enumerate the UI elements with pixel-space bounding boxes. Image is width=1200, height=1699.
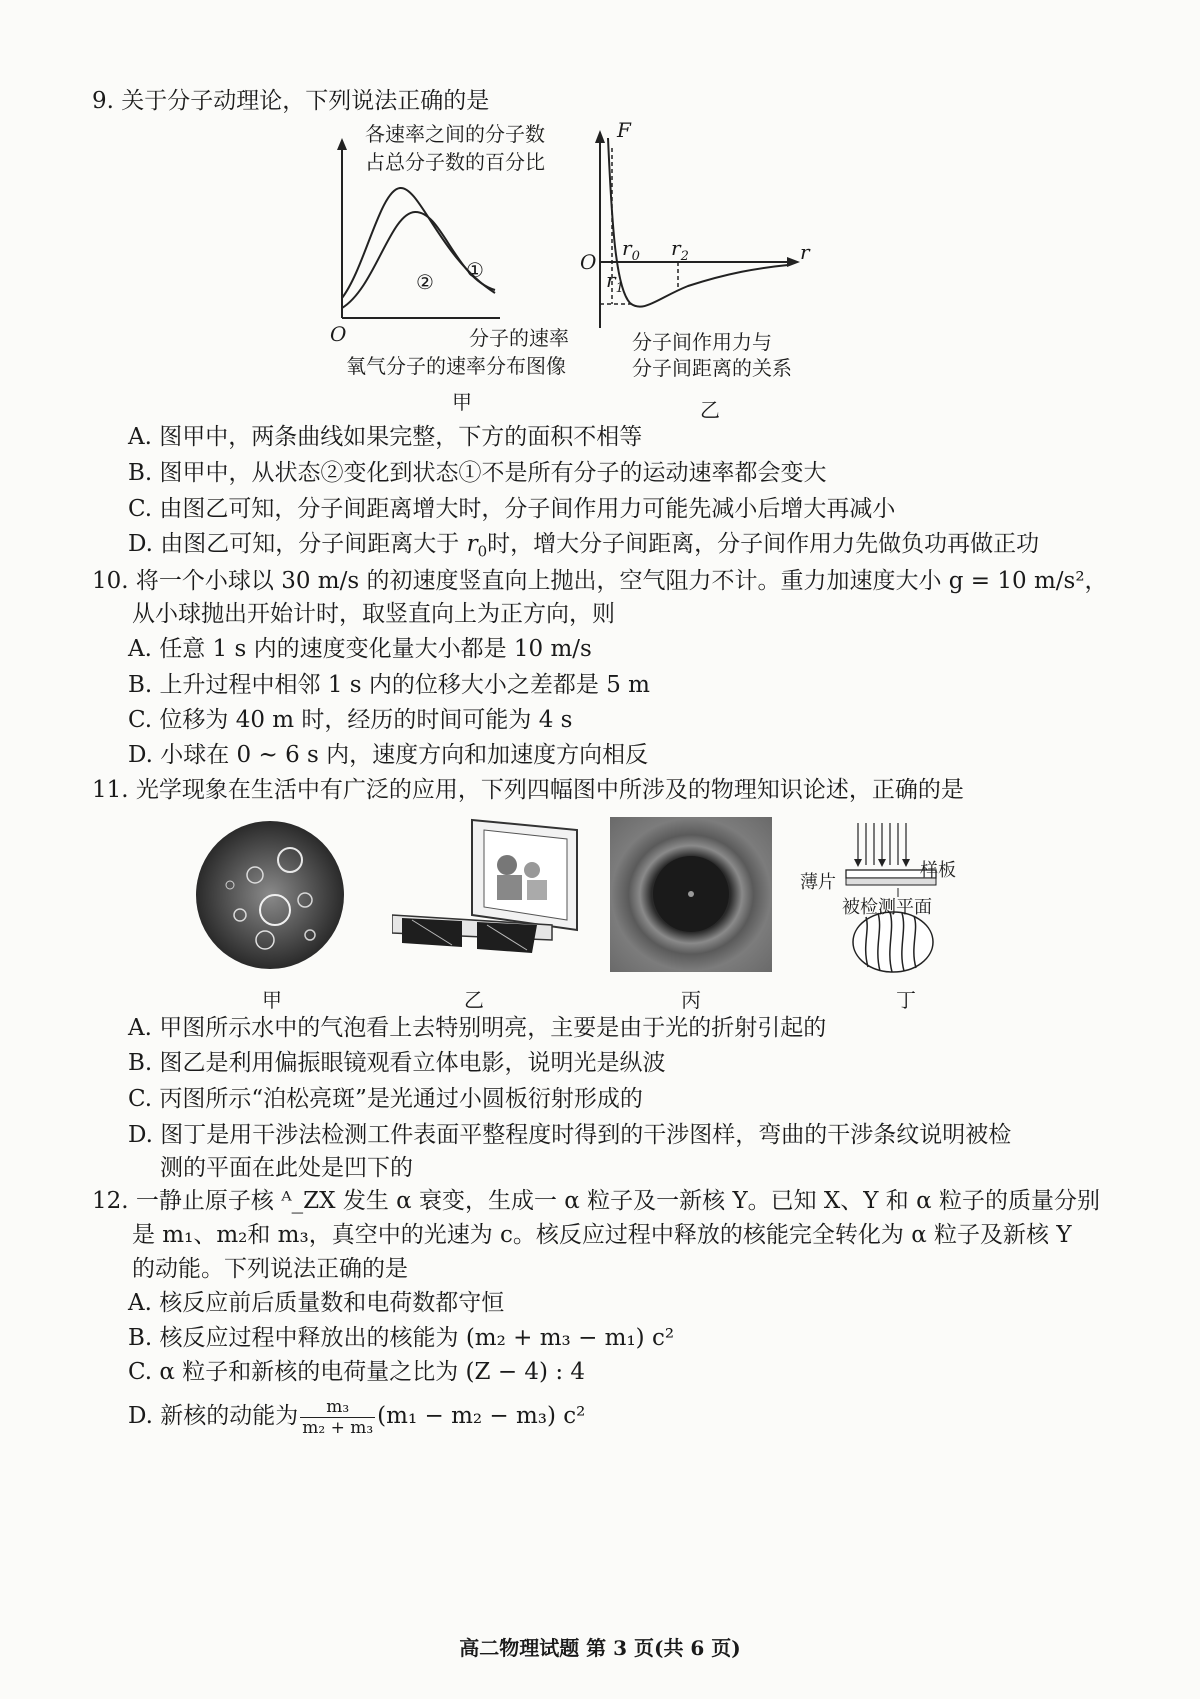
q9-option-d: D. 由图乙可知，分子间距离大于 $r_0$时，增大分子间距离，分子间作用力先做负功再做正功	[128, 531, 1040, 561]
jia-origin: O	[330, 322, 347, 346]
q9-option-c: C. 由图乙可知，分子间距离增大时，分子间作用力可能先减小后增大再减小	[128, 496, 896, 522]
yi-r2-label: $r_2$	[671, 236, 689, 264]
jia-curve1-label: ①	[466, 258, 484, 282]
q12-stem-line1: 12. 一静止原子核 ᴬ_ZX 发生 α 衰变，生成一 α 粒子及一新核 Y。已知 X、Y 和 α 粒子的质量分别	[92, 1188, 1100, 1214]
yi-r0-label: $r_0$	[622, 236, 640, 264]
yi-y-arrow	[595, 130, 605, 143]
ding-label-surface: 被检测平面	[842, 897, 932, 918]
q9-stem: 9. 关于分子动理论，下列说法正确的是	[92, 88, 490, 114]
yi-caption: 乙	[700, 398, 720, 422]
q11-option-c: C. 丙图所示“泊松亮斑”是光通过小圆板衍射形成的	[128, 1086, 643, 1112]
q9-option-b: B. 图甲中，从状态②变化到状态①不是所有分子的运动速率都会变大	[128, 460, 827, 486]
q12-option-b: B. 核反应过程中释放出的核能为 (m₂ + m₃ − m₁) c²	[128, 1325, 675, 1351]
q11-option-a: A. 甲图所示水中的气泡看上去特别明亮，主要是由于光的折射引起的	[128, 1015, 827, 1041]
yi-r1-label: $r_1$	[606, 268, 624, 296]
jia-y-arrow	[337, 138, 347, 150]
q11-option-d: D. 图丁是用干涉法检测工件表面平整程度时得到的干涉图样，弯曲的干涉条纹说明被检	[128, 1122, 1012, 1148]
yi-title-line2: 分子间距离的关系	[632, 356, 792, 380]
q11-stem: 11. 光学现象在生活中有广泛的应用，下列四幅图中所涉及的物理知识论述，正确的是	[92, 777, 964, 803]
q11-option-b: B. 图乙是利用偏振眼镜观看立体电影，说明光是纵波	[128, 1050, 666, 1076]
q10-stem-line2: 从小球抛出开始计时，取竖直向上为正方向，则	[132, 601, 615, 627]
yi-title-line1: 分子间作用力与	[632, 330, 772, 354]
q12-option-d: D. 新核的动能为 $\frac{\text{m₃}}{\text{m₂ + m₃}}$ (m₁ − m₂ − m₃) c²	[128, 1396, 586, 1438]
ding-label-sample: 样板	[920, 860, 956, 881]
q10-option-b: B. 上升过程中相邻 1 s 内的位移大小之差都是 5 m	[128, 672, 650, 698]
jia-caption: 甲	[452, 390, 472, 414]
yi-xaxis-label: r	[800, 240, 810, 264]
yi-x-arrow	[787, 257, 800, 267]
q10-option-c: C. 位移为 40 m 时，经历的时间可能为 4 s	[128, 707, 573, 733]
jia-title: 氧气分子的速率分布图像	[346, 354, 566, 378]
q9-option-a: A. 图甲中，两条曲线如果完整，下方的面积不相等	[128, 424, 643, 450]
q11-caption-ding: 丁	[896, 988, 916, 1012]
figure-yi-3d-glasses	[392, 815, 582, 975]
q10-option-d: D. 小球在 0 ~ 6 s 内，速度方向和加速度方向相反	[128, 742, 649, 768]
jia-xlabel: 分子的速率	[469, 326, 569, 350]
q11-option-d-cont: 测的平面在此处是凹下的	[160, 1155, 413, 1181]
q12-stem-line3: 的动能。下列说法正确的是	[132, 1256, 408, 1282]
jia-ylabel-line2: 占总分子数的百分比	[365, 150, 545, 174]
q12-option-a: A. 核反应前后质量数和电荷数都守恒	[128, 1290, 505, 1316]
q10-option-a: A. 任意 1 s 内的速度变化量大小都是 10 m/s	[128, 636, 592, 662]
q10-stem-line1: 10. 将一个小球以 30 m/s 的初速度竖直向上抛出，空气阻力不计。重力加速度大小 g = 10 m/s²，	[92, 568, 1108, 594]
q11-caption-yi: 乙	[464, 988, 484, 1012]
page-footer: 高二物理试题 第 3 页(共 6 页)	[459, 1636, 741, 1660]
q11-caption-jia: 甲	[262, 988, 282, 1012]
figure-jia-bubbles	[195, 820, 345, 970]
jia-ylabel-line1: 各速率之间的分子数	[365, 122, 545, 146]
ding-label-film: 薄片	[800, 872, 836, 893]
yi-yaxis-label: F	[617, 118, 631, 142]
figure-yi-force-distance	[578, 118, 818, 338]
q11-caption-bing: 丙	[681, 988, 701, 1012]
q12-stem-line2: 是 m₁、m₂和 m₃，真空中的光速为 c。核反应过程中释放的核能完全转化为 α 粒子及新核 Y	[132, 1222, 1072, 1248]
figure-bing-poisson-spot	[610, 817, 772, 972]
yi-origin: O	[580, 250, 597, 274]
jia-curve2-label: ②	[416, 270, 434, 294]
q12-option-c: C. α 粒子和新核的电荷量之比为 (Z − 4) : 4	[128, 1359, 586, 1385]
yi-force-curve	[608, 138, 788, 307]
q12-d-fraction: $\frac{\text{m₃}}{\text{m₂ + m₃}}$	[302, 1396, 374, 1438]
